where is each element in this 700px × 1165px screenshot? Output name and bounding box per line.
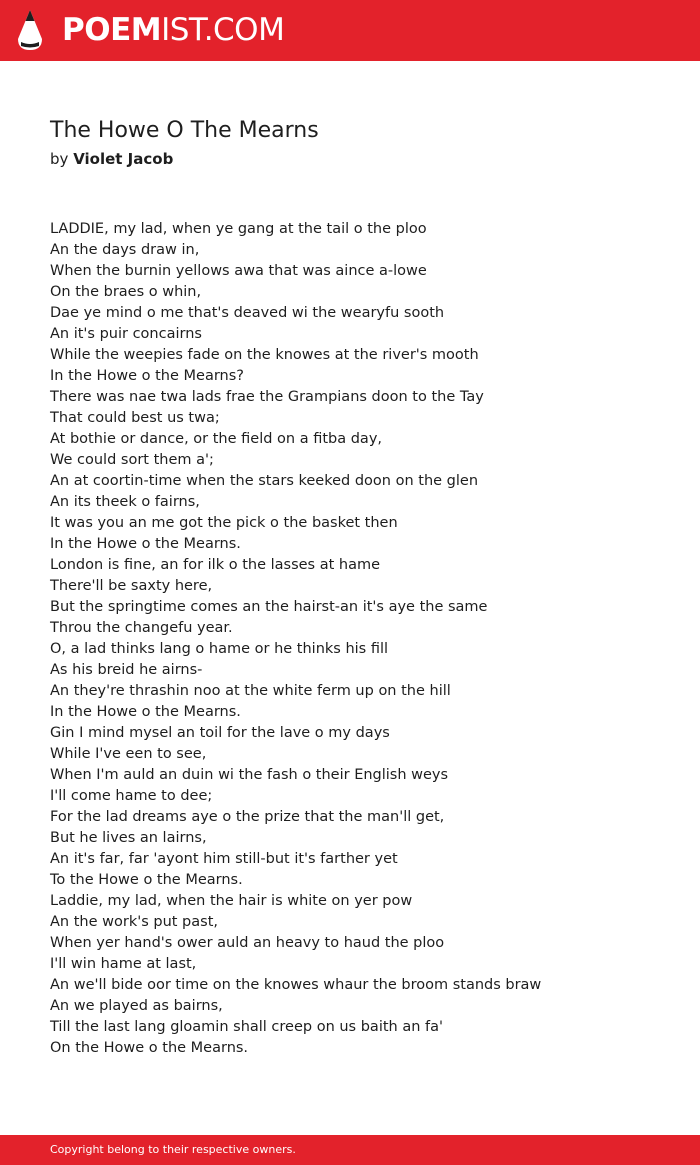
site-footer <box>0 1135 700 1165</box>
poem-line: To the Howe o the Mearns. <box>50 872 243 888</box>
poem-line: There was nae twa lads frae the Grampians doon to the Tay <box>50 389 484 405</box>
brand-light: IST.COM <box>161 12 285 48</box>
poem-line: An it's far, far 'ayont him still-but it's farther yet <box>50 851 398 867</box>
poem-line: An we'll bide oor time on the knowes whaur the broom stands braw <box>50 977 542 993</box>
poem-line: Laddie, my lad, when the hair is white on yer pow <box>50 893 413 909</box>
poem-line: In the Howe o the Mearns? <box>50 368 244 384</box>
poem-line: When yer hand's ower auld an heavy to haud the ploo <box>50 935 445 951</box>
poem-line: But the springtime comes an the hairst-an it's aye the same <box>50 599 488 615</box>
poem-line: There'll be saxty here, <box>50 578 213 594</box>
poem-line: An the days draw in, <box>50 242 200 258</box>
poem-line: As his breid he airns- <box>50 662 203 678</box>
poem-line: An we played as bairns, <box>50 998 223 1014</box>
poem-line: On the braes o whin, <box>50 284 202 300</box>
poem-line: That could best us twa; <box>50 410 220 426</box>
poem-line: At bothie or dance, or the field on a fitba day, <box>50 431 383 447</box>
author-name: Violet Jacob <box>73 150 174 168</box>
poem-line: An they're thrashin noo at the white ferm up on the hill <box>50 683 451 699</box>
poem-line: In the Howe o the Mearns. <box>50 704 241 720</box>
site-header <box>0 0 700 61</box>
poem-line: When I'm auld an duin wi the fash o their English weys <box>50 767 449 783</box>
poem-line: Throu the changefu year. <box>50 620 233 636</box>
poem-line: While I've een to see, <box>50 746 207 762</box>
poem-line: We could sort them a'; <box>50 452 214 468</box>
poem-line: When the burnin yellows awa that was aince a-lowe <box>50 263 427 279</box>
pencil-tip-icon[interactable] <box>17 9 43 51</box>
poem-line: An its theek o fairns, <box>50 494 200 510</box>
poem-line: Dae ye mind o me that's deaved wi the wearyfu sooth <box>50 305 445 321</box>
poem-line: On the Howe o the Mearns. <box>50 1040 249 1056</box>
poem-line: An at coortin-time when the stars keeked doon on the glen <box>50 473 479 489</box>
brand-bold: POEM <box>62 12 162 48</box>
poem-line: An the work's put past, <box>50 914 218 930</box>
site-logo-text[interactable] <box>62 11 284 49</box>
poem-line: Gin I mind mysel an toil for the lave o my days <box>50 725 390 741</box>
by-label: by <box>50 150 69 168</box>
poem-line: An it's puir concairns <box>50 326 202 342</box>
poem-line: In the Howe o the Mearns. <box>50 536 241 552</box>
poem-line: It was you an me got the pick o the basket then <box>50 515 398 531</box>
poem-line: I'll win hame at last, <box>50 956 197 972</box>
poem-line: While the weepies fade on the knowes at the river's mooth <box>50 347 479 363</box>
copyright-text: Copyright belong to their respective owners. <box>50 1143 296 1156</box>
poem-line: O, a lad thinks lang o hame or he thinks his fill <box>50 641 389 657</box>
poem-line: For the lad dreams aye o the prize that the man'll get, <box>50 809 445 825</box>
poem-line: LADDIE, my lad, when ye gang at the tail o the ploo <box>50 221 427 237</box>
poem-body <box>50 219 670 1059</box>
poem-title: The Howe O The Mearns <box>50 118 319 143</box>
byline <box>50 149 173 169</box>
poem-line: Till the last lang gloamin shall creep on us baith an fa' <box>50 1019 443 1035</box>
poem-line: I'll come hame to dee; <box>50 788 213 804</box>
poem-line: London is fine, an for ilk o the lasses at hame <box>50 557 381 573</box>
poem-line: But he lives an lairns, <box>50 830 207 846</box>
